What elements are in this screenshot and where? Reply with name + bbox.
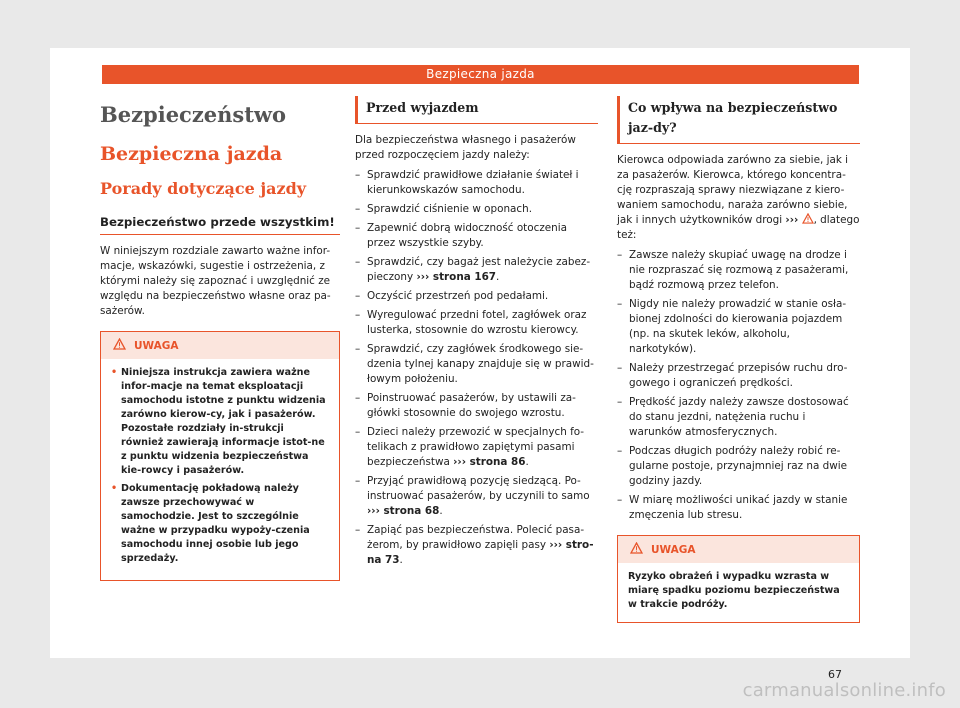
topic-title: Porady dotyczące jazdy — [100, 179, 307, 198]
chapter-title: Bezpieczna jazda — [100, 143, 283, 165]
page-number: 67 — [828, 668, 842, 681]
intro-paragraph: Kierowca odpowiada zarówno za siebie, jak i za pasażerów. Kierowca, którego koncentra-cję rozpraszają sprawy niezwiązane z kiero-waniem samochodu, naraża zarówno siebie, jak i innych użytkowników drogi ››› , dlatego też: — [617, 154, 860, 241]
page-reference[interactable]: ››› strona 68 — [367, 505, 440, 517]
list-item: – Sprawdzić, czy zagłówek środkowego sie-dzenia tylnej kanapy znajduje się w prawid-łowym położeniu. — [355, 342, 598, 387]
page-reference[interactable]: ››› strona 167 — [416, 271, 497, 283]
list-item: – Zapiąć pas bezpieczeństwa. Polecić pasa-żerom, by prawidłowo zapięli pasy ››› stro-na 73. — [355, 523, 598, 568]
manual-page — [50, 48, 910, 681]
list-item: – Poinstruować pasażerów, by ustawili za-główki stosownie do swojego wzrostu. — [355, 391, 598, 421]
column-2 — [355, 96, 598, 572]
warning-header — [618, 536, 859, 563]
section-heading: Przed wyjazdem — [355, 96, 598, 124]
column-1 — [100, 96, 340, 581]
list-item: – Wyregulować przedni fotel, zagłówek oraz lusterka, stosownie do wzrostu kierowcy. — [355, 308, 598, 338]
checklist — [355, 168, 598, 568]
list-item: – Oczyścić przestrzeń pod pedałami. — [355, 289, 598, 304]
section-title: Bezpieczeństwo — [100, 102, 287, 127]
checklist — [617, 248, 860, 523]
list-item: – Zapewnić dobrą widoczność otoczenia przez wszystkie szyby. — [355, 221, 598, 251]
list-item: – Podczas długich podróży należy robić re-gularne postoje, przynajmniej raz na dwie godziny jazdy. — [617, 444, 860, 489]
chapter-header: Bezpieczna jazda — [102, 65, 859, 84]
list-item: – Prędkość jazdy należy zawsze dostosować do stanu jezdni, natężenia ruchu i warunków atmosferycznych. — [617, 395, 860, 440]
warning-triangle-icon — [113, 338, 126, 355]
list-item: – Przyjąć prawidłową pozycję siedzącą. Po-instruować pasażerów, by uczynili to samo ››› strona 68. — [355, 474, 598, 519]
list-item: – Sprawdzić ciśnienie w oponach. — [355, 202, 598, 217]
list-item: – Sprawdzić, czy bagaż jest należycie zabez-pieczony ››› strona 167. — [355, 255, 598, 285]
warning-item: • Dokumentację pokładową należy zawsze przechowywać w samochodzie. Jest to szczególnie ważne w przypadku wypoży-czenia samochodu innej osobie lub jego sprzedaży. — [111, 482, 329, 566]
watermark: carmanualsonline.info — [742, 680, 946, 701]
list-item: – Sprawdzić prawidłowe działanie świateł i kierunkowskazów samochodu. — [355, 168, 598, 198]
page-reference[interactable]: ››› strona 86 — [453, 456, 526, 468]
intro-paragraph: Dla bezpieczeństwa własnego i pasażerów przed rozpoczęciem jazdy należy: — [355, 134, 576, 161]
warning-item: • Niniejsza instrukcja zawiera ważne infor-macje na temat eksploatacji samochodu istotne z punktu widzenia zarówno kierow-cy, jak i pasażerów. Pozostałe rozdziały in-strukcji również zawierają informacje istot-ne z punktu widzenia bezpieczeństwa kie-rowcy i pasażerów. — [111, 366, 329, 478]
section-heading: Co wpływa na bezpieczeństwo jaz-dy? — [617, 96, 860, 144]
warning-box — [617, 535, 860, 623]
intro-paragraph: W niniejszym rozdziale zawarto ważne infor-macje, wskazówki, sugestie i ostrzeżenia, z którymi należy się zapoznać i uwzględnić ze względu na bezpieczeństwo własne oraz pa-sażerów. — [100, 245, 331, 317]
warning-box — [100, 331, 340, 581]
list-item: – Nigdy nie należy prowadzić w stanie osła-bionej zdolności do kierowania pojazdem (np. na skutek leków, alkoholu, narkotyków). — [617, 297, 860, 357]
list-item: – W miarę możliwości unikać jazdy w stanie zmęczenia lub stresu. — [617, 493, 860, 523]
warning-reference[interactable]: ››› — [785, 214, 799, 226]
column-3 — [617, 96, 860, 623]
list-item: – Należy przestrzegać przepisów ruchu dro-gowego i ograniczeń prędkości. — [617, 361, 860, 391]
list-item: – Zawsze należy skupiać uwagę na drodze i nie rozpraszać się rozmową z pasażerami, bądź rozmową przez telefon. — [617, 248, 860, 293]
warning-header — [101, 332, 339, 359]
warning-text: Ryzyko obrażeń i wypadku wzrasta w miarę spadku poziomu bezpieczeństwa w trakcie podróży. — [628, 571, 840, 610]
warning-label: UWAGA — [134, 340, 179, 352]
page-reference[interactable]: ››› stro-na 73 — [367, 539, 594, 566]
subheading: Bezpieczeństwo przede wszystkim! — [100, 212, 340, 235]
list-item: – Dzieci należy przewozić w specjalnych fo-telikach z prawidłowo zapiętymi pasami bezpieczeństwa ››› strona 86. — [355, 425, 598, 470]
warning-label: UWAGA — [651, 544, 696, 556]
warning-triangle-icon — [630, 542, 643, 559]
warning-triangle-icon — [802, 214, 814, 226]
